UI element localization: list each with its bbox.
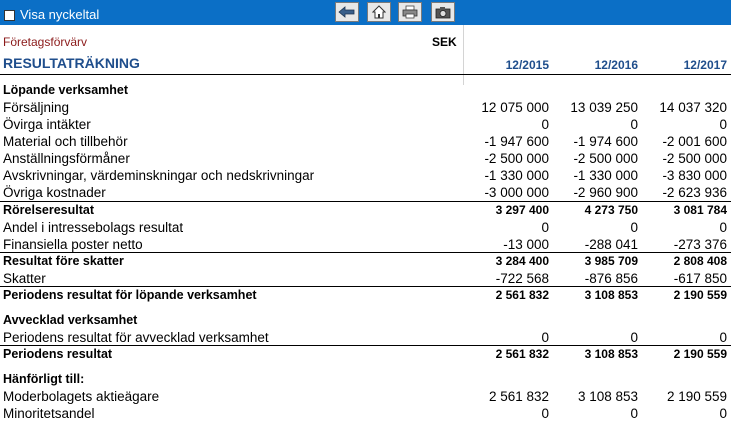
row-value-2017: 0 (719, 220, 727, 235)
row-value-2016: -2 960 900 (573, 185, 638, 200)
row-label: Avskrivningar, värdeminskningar och nedskrivningar (3, 168, 315, 183)
row-periodens-resultat-lopande (0, 287, 731, 304)
row-material (0, 133, 731, 150)
row-value-2017: -2 001 600 (662, 134, 727, 149)
row-ovriga-kostnader (0, 184, 731, 201)
row-value-2016: 0 (630, 406, 638, 421)
row-label: Moderbolagets aktieägare (3, 389, 160, 404)
row-resultat-fore-skatter (0, 253, 731, 270)
row-value-2017: -617 850 (673, 271, 727, 286)
row-hanforligt-till (0, 371, 731, 388)
row-value-2015: 0 (541, 220, 549, 235)
currency-label: SEK (432, 35, 457, 49)
row-value-2017: 2 808 408 (673, 254, 727, 268)
back-arrow-icon (338, 6, 356, 18)
row-forsaljning (0, 99, 731, 116)
home-icon (372, 5, 386, 19)
row-lopande-verksamhet (0, 82, 731, 99)
row-label: Periodens resultat (3, 347, 113, 361)
row-value-2016: 13 039 250 (570, 100, 638, 115)
row-label: Övirga intäkter (3, 117, 91, 132)
row-periodens-resultat (0, 346, 731, 363)
camera-icon (435, 6, 451, 19)
row-label: Periodens resultat för löpande verksamhet (3, 288, 257, 302)
row-value-2017: -2 500 000 (662, 151, 727, 166)
row-value-2017: 0 (719, 117, 727, 132)
column-header-2: 12/2016 (594, 58, 638, 72)
row-label: Material och tillbehör (3, 134, 128, 149)
row-value-2015: 0 (541, 406, 549, 421)
row-value-2016: 0 (630, 220, 638, 235)
company-title: Företagsförvärv (3, 35, 88, 49)
row-value-2015: 2 561 832 (495, 347, 549, 361)
row-label: Anställningsförmåner (3, 151, 130, 166)
print-button[interactable] (398, 2, 422, 22)
row-value-2015: 2 561 832 (488, 389, 549, 404)
row-value-2016: 3 108 853 (577, 389, 638, 404)
row-value-2015: -2 500 000 (484, 151, 549, 166)
row-value-2017: 0 (719, 330, 727, 345)
row-ovirga-intakter (0, 116, 731, 133)
section-title: RESULTATRÄKNING (3, 55, 140, 71)
row-value-2015: 2 561 832 (495, 288, 549, 302)
row-label: Minoritetsandel (3, 406, 95, 421)
row-rorelseresultat (0, 202, 731, 219)
row-value-2016: -288 041 (584, 237, 638, 252)
row-label: Försäljning (3, 100, 70, 115)
row-value-2017: -3 830 000 (662, 168, 727, 183)
column-divider (463, 25, 464, 85)
row-value-2016: 4 273 750 (584, 203, 638, 217)
row-value-2015: -722 568 (495, 271, 549, 286)
row-value-2017: 0 (719, 406, 727, 421)
row-label: Andel i intressebolags resultat (3, 220, 184, 235)
back-button[interactable] (335, 2, 359, 22)
row-value-2017: 2 190 559 (666, 389, 727, 404)
row-value-2017: 2 190 559 (673, 288, 727, 302)
header-rule (0, 74, 731, 75)
row-label: Periodens resultat för avvecklad verksamhet (3, 330, 269, 345)
row-value-2017: 3 081 784 (673, 203, 727, 217)
row-value-2016: 3 108 853 (584, 347, 638, 361)
row-value-2015: 0 (541, 330, 549, 345)
row-resultat-avvecklad (0, 329, 731, 346)
row-value-2017: 14 037 320 (659, 100, 727, 115)
row-value-2016: 3 108 853 (584, 288, 638, 302)
row-skatter (0, 270, 731, 287)
row-finansiella-poster (0, 236, 731, 253)
row-value-2015: 12 075 000 (481, 100, 549, 115)
show-ratios-label: Visa nyckeltal (20, 7, 100, 22)
row-value-2017: -2 623 936 (662, 185, 727, 200)
camera-button[interactable] (431, 2, 455, 22)
row-value-2016: -2 500 000 (573, 151, 638, 166)
column-header-1: 12/2015 (505, 58, 549, 72)
row-value-2016: -876 856 (584, 271, 638, 286)
row-value-2015: 0 (541, 117, 549, 132)
row-label: Resultat före skatter (3, 254, 124, 268)
show-ratios-toggle[interactable] (4, 7, 99, 23)
row-value-2016: 0 (630, 330, 638, 345)
row-moderbolagets-aktieagare (0, 388, 731, 405)
row-minoritetsandel (0, 405, 731, 422)
row-value-2017: 2 190 559 (673, 347, 727, 361)
printer-icon (402, 5, 418, 19)
row-label: Hänförligt till: (3, 372, 85, 386)
row-value-2015: -3 000 000 (484, 185, 549, 200)
row-value-2015: -13 000 (503, 237, 549, 252)
row-label: Övriga kostnader (3, 185, 106, 200)
row-avvecklad-verksamhet (0, 312, 731, 329)
row-value-2015: -1 947 600 (484, 134, 549, 149)
row-value-2016: -1 330 000 (573, 168, 638, 183)
row-value-2016: 0 (630, 117, 638, 132)
row-andel-intressebolag (0, 219, 731, 236)
row-label: Avvecklad verksamhet (3, 313, 138, 327)
row-anstallningsformaner (0, 150, 731, 167)
row-value-2015: 3 284 400 (495, 254, 549, 268)
home-button[interactable] (367, 2, 391, 22)
row-value-2016: 3 985 709 (584, 254, 638, 268)
row-value-2017: -273 376 (673, 237, 727, 252)
row-label: Rörelseresultat (3, 203, 95, 217)
row-label: Löpande verksamhet (3, 83, 129, 97)
row-value-2015: 3 297 400 (495, 203, 549, 217)
row-value-2016: -1 974 600 (573, 134, 638, 149)
column-header-3: 12/2017 (683, 58, 727, 72)
row-label: Skatter (3, 271, 46, 286)
toolbar (0, 0, 731, 25)
show-ratios-checkbox[interactable] (4, 10, 15, 21)
row-avskrivningar (0, 167, 731, 184)
row-value-2015: -1 330 000 (484, 168, 549, 183)
row-label: Finansiella poster netto (3, 237, 143, 252)
